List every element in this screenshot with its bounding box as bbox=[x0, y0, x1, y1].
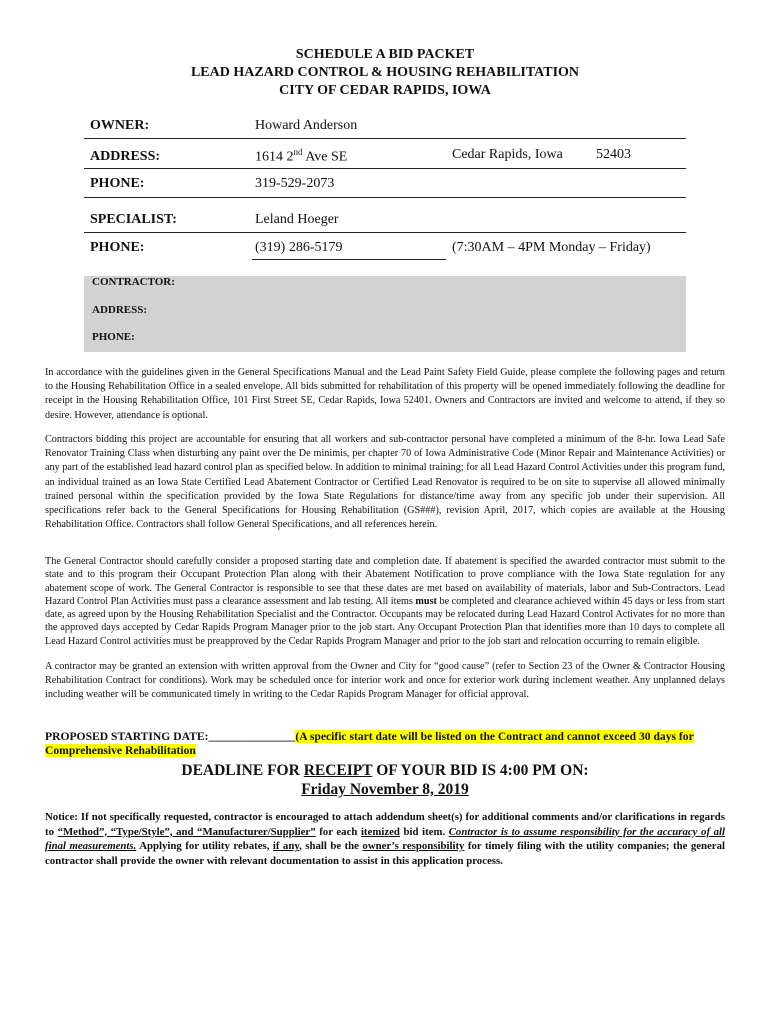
header-city: CITY OF CEDAR RAPIDS, IOWA bbox=[279, 83, 491, 98]
owner-rule bbox=[84, 138, 686, 139]
notice-owner-responsibility: owner’s responsibility bbox=[362, 840, 465, 853]
deadline-line bbox=[0, 761, 770, 780]
address-label: ADDRESS: bbox=[90, 149, 161, 164]
owner-label: OWNER: bbox=[90, 118, 150, 133]
paragraph-extension: A contractor may be granted an extension with written approval from the Owner and City for “good cause” (refer to Section 23 of the Owner & Contractor Housing Rehabilitation Contract for conditions). Work may be scheduled once for interior work and once for exterior work during inclement weather. Any unplanned delays including weather will be communicated timely in writing to the Cedar Rapids Program Manager for official approval. bbox=[45, 661, 725, 701]
notice-categories: “Method”, “Type/Style”, and “Manufacturer/Supplier” bbox=[57, 825, 316, 838]
address-street bbox=[255, 147, 347, 166]
address-street-number: 1614 2 bbox=[255, 149, 294, 165]
deadline-receipt: RECEIPT bbox=[303, 762, 373, 779]
contractor-info-box bbox=[84, 276, 686, 352]
paragraph-start-date-part2: be completed and clearance achieved within 45 days or less from start date, as agreed upon by the Housing Rehabilitation Specialist and the Contractor. Occupants may be relocated during Lead Hazard Control Activates for no more than the approved days accepted by Cedar Rapids Program Manager prior to the job start. Any Occupant Protection Plan that identifies more than 10 days to complete all Lead Hazard Control activities must be preapproved by the Cedar Rapids Program Manager and prior to the job start and relocation occurring to remain eligible. bbox=[45, 595, 725, 647]
document-header bbox=[0, 46, 770, 100]
notice-text-4: Applying for utility rebates, bbox=[136, 840, 273, 853]
notice-measurements: Contractor is to assume responsibility for the accuracy of all final measurements. bbox=[45, 825, 726, 853]
address-zip: 52403 bbox=[596, 147, 631, 162]
header-title: SCHEDULE A BID PACKET bbox=[295, 47, 475, 62]
proposed-start-blank[interactable]: _______________ bbox=[208, 730, 296, 743]
contractor-label: CONTRACTOR: bbox=[92, 276, 175, 288]
notice-itemized: itemized bbox=[360, 825, 400, 838]
proposed-start-label: PROPOSED STARTING DATE: bbox=[45, 730, 209, 743]
address-rule bbox=[84, 168, 686, 169]
address-street-suffix: nd bbox=[293, 147, 303, 157]
owner-value: Howard Anderson bbox=[255, 118, 358, 133]
deadline-prefix: DEADLINE FOR bbox=[181, 762, 304, 779]
notice-text-2: for each bbox=[315, 825, 361, 838]
paragraph-start-date-part1: The General Contractor should carefully consider a proposed starting date and completion date. If abatement is specified the awarded contractor must submit to the state and to this program their Occupant Protection Plan along with their Abatement Notification to prove compliance with the Iowa State regulation for any abatement scope of work. The General Contractor is responsible to see that these dates are met based on availability of materials, labor and Sub-Contractors. Lead Hazard Control Plan Activities must pass a clearance assessment and lab testing. All items bbox=[45, 556, 725, 607]
address-city: Cedar Rapids, Iowa bbox=[452, 147, 563, 162]
notice-text-1: Notice: If not specifically requested, contractor is encouraged to attach addendum sheet(s) for additional comments and/or clarifications in regards to bbox=[45, 811, 725, 838]
office-hours: (7:30AM – 4PM Monday – Friday) bbox=[452, 240, 651, 255]
specialist-phone-underline bbox=[252, 259, 446, 260]
specialist-label: SPECIALIST: bbox=[90, 212, 177, 227]
deadline-date: Friday November 8, 2019 bbox=[301, 781, 469, 798]
phone-label: PHONE: bbox=[90, 176, 145, 191]
specialist-phone-value: (319) 286-5179 bbox=[255, 240, 343, 255]
notice-text-3: bid item. bbox=[399, 825, 449, 838]
notice-text-5: , shall be the bbox=[299, 840, 363, 853]
notice-paragraph bbox=[45, 810, 725, 868]
contractor-address-label: ADDRESS: bbox=[92, 304, 148, 316]
phone-value: 319-529-2073 bbox=[255, 176, 335, 191]
specialist-value: Leland Hoeger bbox=[255, 212, 339, 227]
header-program: LEAD HAZARD CONTROL & HOUSING REHABILITATION bbox=[190, 65, 580, 80]
deadline-suffix: OF YOUR BID IS 4:00 PM ON: bbox=[372, 762, 589, 779]
paragraph-start-date bbox=[45, 555, 725, 648]
bid-deadline bbox=[0, 761, 770, 799]
must-emphasis: must bbox=[415, 595, 437, 607]
contractor-phone-label: PHONE: bbox=[92, 331, 135, 343]
specialist-phone-label: PHONE: bbox=[90, 240, 145, 255]
proposed-start-note: (A specific start date will be listed on the Contract and cannot exceed 30 days for Comprehensive Rehabilitation bbox=[45, 730, 694, 757]
notice-if-any: if any bbox=[272, 840, 300, 853]
phone-rule bbox=[84, 197, 686, 198]
notice-text-6: for timely filing with the utility companies; the general contractor shall provide the owner with relevant documentation to assist in this application process. bbox=[45, 840, 725, 867]
proposed-start-date bbox=[45, 730, 730, 758]
paragraph-guidelines: In accordance with the guidelines given in the General Specifications Manual and the Lead Paint Safety Field Guide, please complete the following pages and return to the Housing Rehabilitation Office in a sealed envelope. All bids submitted for rehabilitation of this property will be opened immediately following the deadline for receipt in the Housing Rehabilitation Office, 101 First Street SE, Cedar Rapids, Iowa 52401. Owners and Contractors are invited and welcome to attend, if they so desire. However, attendance is optional. bbox=[45, 367, 725, 421]
paragraph-contractor-training: Contractors bidding this project are accountable for ensuring that all workers and sub-contractor personal have completed a minimum of the 8-hr. Iowa Lead Safe Renovator Training Class when disturbing any paint over the De minimis, per chapter 70 of Iowa Administrative Code (Minor Repair and Maintenance Activities) or any part of the established lead hazard control plan as specified below. In addition to minimal training; for all Lead Hazard Control Activities under this program fund, an individual trained as an Iowa State Certified Lead Abatement Contractor or Certified Lead Renovator is required to be on site to supervise all allowed minimally trained personal within the specification provided by the Iowa State Regulations for distance/time away from any specific job under their supervision. All specifications refer back to the General Specifications for Housing Rehabilitation (GS###), revision April, 2017, which copies are available at the Housing Rehabilitation Office. Contractors shall follow General Specifications, and all references herein. bbox=[45, 434, 725, 531]
address-street-name: Ave SE bbox=[302, 149, 348, 165]
specialist-rule bbox=[84, 232, 686, 233]
